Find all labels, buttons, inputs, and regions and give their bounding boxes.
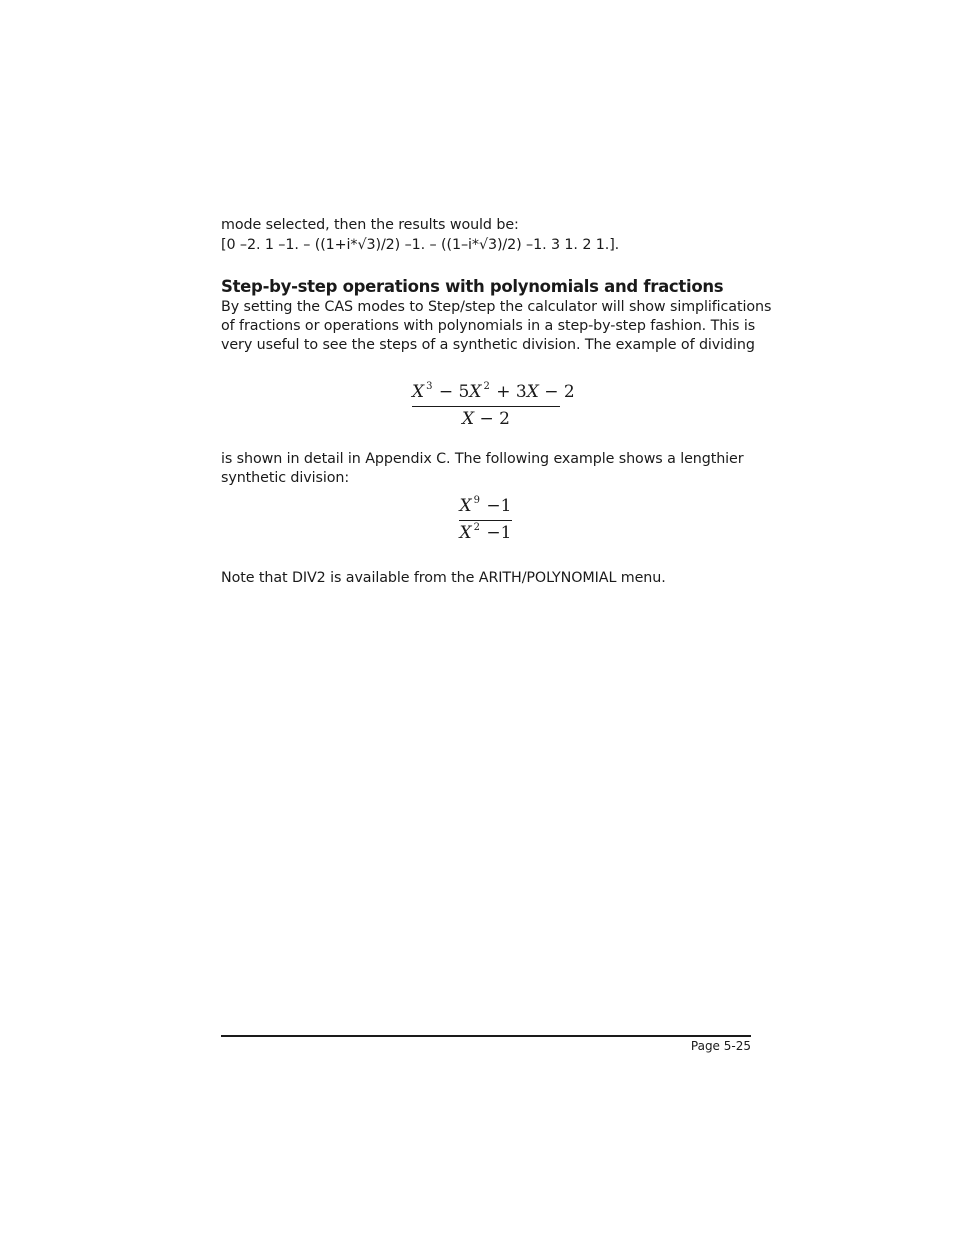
fraction-denominator: X − 2 (462, 409, 510, 429)
section-heading: Step-by-step operations with polynomials and fractions (221, 277, 724, 296)
paragraph-line: of fractions or operations with polynomials in a step-by-step fashion. This is (221, 318, 756, 334)
paragraph-line: very useful to see the steps of a synthetic division. The example of dividing (221, 337, 755, 353)
intro-line-2: [0 –2. 1 –1. – ((1+i*√3)/2) –1. – ((1–i*√3)/2) –1. 3 1. 2 1.]. (221, 237, 620, 253)
fraction-numerator: X $^3$ − 5X $^2$ + 3X − 2 (412, 381, 575, 402)
intro-line-1: mode selected, then the results would be: (221, 217, 519, 233)
page-number: Page 5-25 (690, 1039, 751, 1053)
polynomial-fraction-2 (459, 494, 512, 546)
fraction-denominator: X $^2$ −1 (459, 522, 512, 543)
fraction-numerator: X $^9$ −1 (459, 495, 512, 516)
paragraph-line: is shown in detail in Appendix C. The following example shows a lengthier (221, 451, 744, 467)
footer-divider (221, 1035, 751, 1037)
note-line: Note that DIV2 is available from the ARITH/POLYNOMIAL menu. (221, 570, 666, 586)
paragraph-line: synthetic division: (221, 470, 350, 486)
polynomial-fraction-1 (412, 380, 575, 432)
fraction-bar (412, 406, 560, 407)
paragraph-line: By setting the CAS modes to Step/step the calculator will show simplifications (221, 299, 772, 315)
fraction-bar (459, 520, 512, 521)
